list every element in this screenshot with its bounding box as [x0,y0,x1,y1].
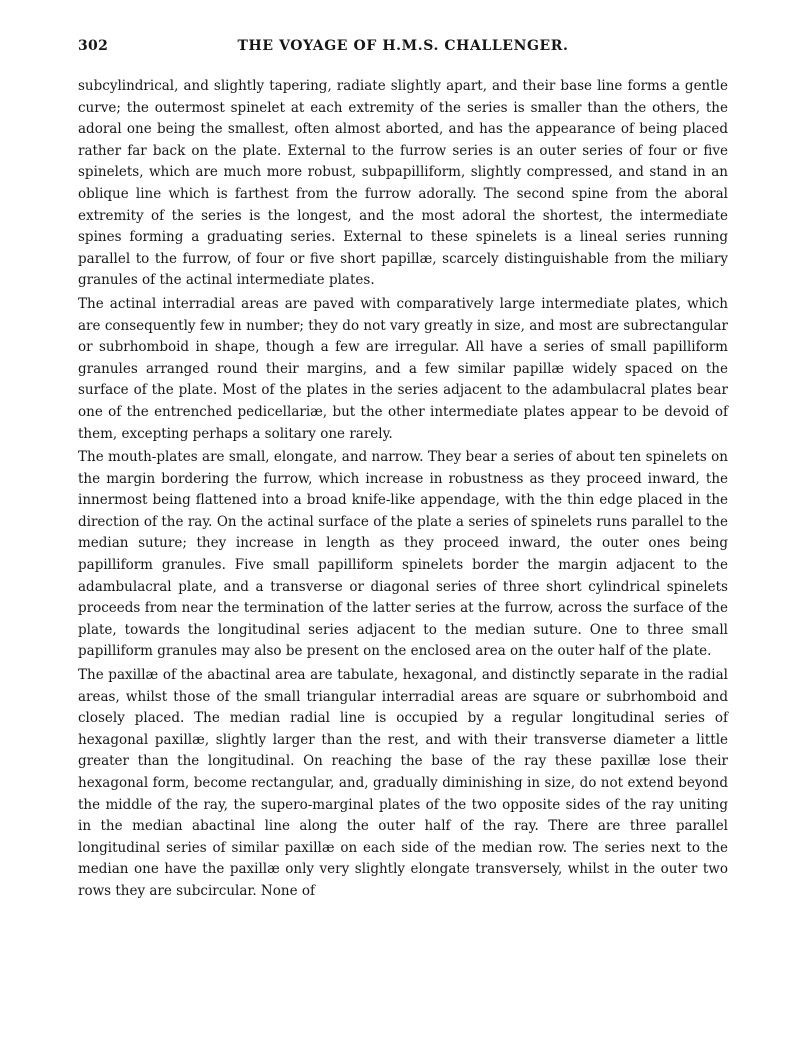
book-page [78,38,728,903]
paragraph-mouth-plates: The mouth-plates are small, elongate, and narrow. They bear a series of about ten spinelets on the margin bordering the furrow, which increase in robustness as they proceed inward, the innermost being flattened into a broad knife-like appendage, with the thin edge placed in the direction of the ray. On the actinal surface of the plate a series of spinelets runs parallel to the median suture; they increase in length as they proceed inward, the outer ones being papilliform granules. Five small papilliform spinelets border the margin adjacent to the adambulacral plate, and a transverse or diagonal series of three short cylindrical spinelets proceeds from near the termination of the latter series at the furrow, across the surface of the plate, towards the longitudinal series adjacent to the median suture. One to three small papilliform granules may also be present on the enclosed area on the outer half of the plate. [78,449,728,660]
running-head [78,38,728,60]
body-text [78,76,728,903]
paragraph-abactinal-paxillae: The paxillæ of the abactinal area are tabulate, hexagonal, and distinctly separate in the radial areas, whilst those of the small triangular interradial areas are square or subrhomboid and closely placed. The median radial line is occupied by a regular longitudinal series of hexagonal paxillæ, slightly larger than the rest, and with their transverse diameter a little greater than the longitudinal. On reaching the base of the ray these paxillæ lose their hexagonal form, become rectangular, and, gradually diminishing in size, do not extend beyond the middle of the ray, the supero-marginal plates of the two opposite sides of the ray uniting in the median abactinal line along the outer half of the ray. There are three parallel longitudinal series of similar paxillæ on each side of the median row. The series next to the median one have the paxillæ only very slightly elongate transversely, whilst in the outer two rows they are subcircular. None of [78,667,728,899]
running-title: THE VOYAGE OF H.M.S. CHALLENGER. [237,38,569,54]
page-number: 302 [78,38,109,54]
paragraph-furrow-spinelets: subcylindrical, and slightly tapering, radiate slightly apart, and their base line forms a gentle curve; the outermost spinelet at each extremity of the series is smaller than the others, the adoral one being the smallest, often almost aborted, and has the appearance of being placed rather far back on the plate. External to the furrow series is an outer series of four or five spinelets, which are much more robust, subpapilliform, slightly compressed, and stand in an oblique line which is farthest from the furrow adorally. The second spine from the aboral extremity of the series is the longest, and the most adoral the shortest, the intermediate spines forming a graduating series. External to these spinelets is a lineal series running parallel to the furrow, of four or five short papillæ, scarcely distinguishable from the miliary granules of the actinal intermediate plates. [78,78,728,289]
paragraph-actinal-interradial-areas: The actinal interradial areas are paved with comparatively large intermediate plates, which are consequently few in number; they do not vary greatly in size, and most are subrectangular or subrhomboid in shape, though a few are irregular. All have a series of small papilliform granules arranged round their margins, and a few similar papillæ widely spaced on the surface of the plate. Most of the plates in the series adjacent to the adambulacral plates bear one of the entrenched pedicellariæ, but the other intermediate plates appear to be devoid of them, excepting perhaps a solitary one rarely. [78,295,728,442]
